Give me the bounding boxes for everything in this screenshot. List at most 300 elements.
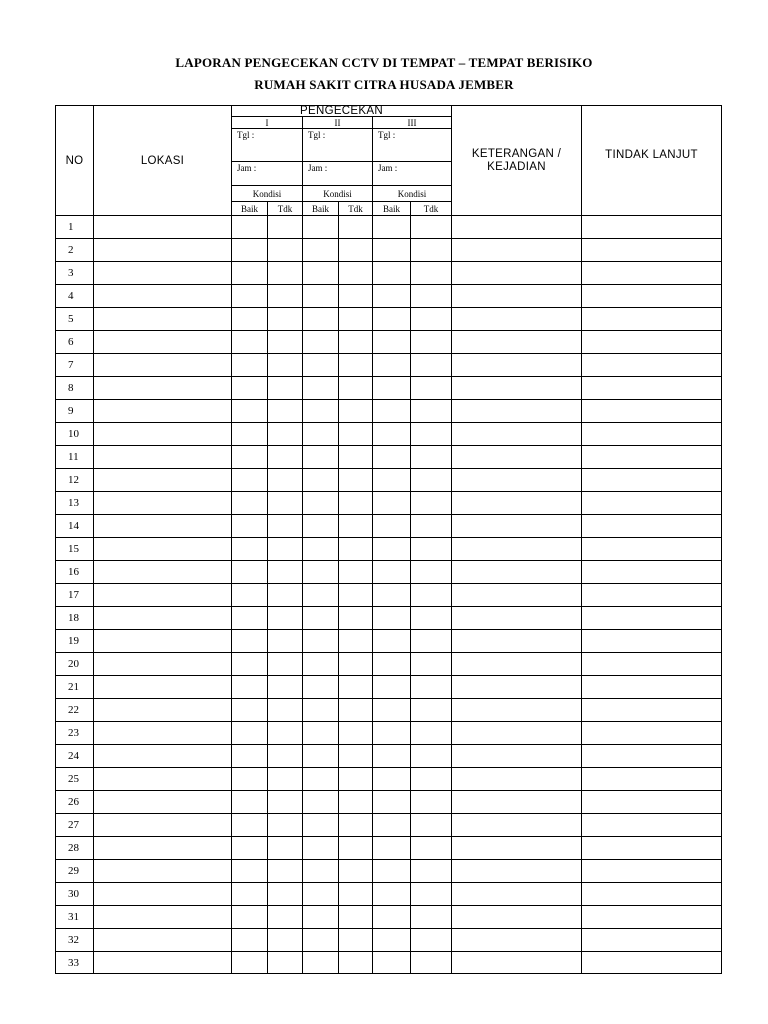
table-cell[interactable] bbox=[338, 629, 372, 652]
table-cell[interactable] bbox=[581, 836, 722, 859]
table-cell[interactable] bbox=[93, 514, 231, 537]
table-cell[interactable] bbox=[302, 744, 338, 767]
table-cell[interactable] bbox=[267, 583, 302, 606]
table-cell[interactable] bbox=[581, 215, 722, 238]
table-cell[interactable] bbox=[231, 767, 267, 790]
table-cell[interactable] bbox=[93, 537, 231, 560]
table-cell[interactable] bbox=[451, 882, 581, 905]
table-cell[interactable] bbox=[451, 445, 581, 468]
table-cell[interactable] bbox=[93, 951, 231, 974]
table-cell[interactable] bbox=[267, 859, 302, 882]
table-cell[interactable] bbox=[93, 859, 231, 882]
table-cell[interactable] bbox=[581, 468, 722, 491]
table-cell[interactable] bbox=[302, 215, 338, 238]
table-cell[interactable] bbox=[267, 652, 302, 675]
table-cell[interactable] bbox=[451, 813, 581, 836]
table-cell[interactable] bbox=[231, 698, 267, 721]
table-cell[interactable] bbox=[231, 422, 267, 445]
table-cell[interactable] bbox=[338, 445, 372, 468]
table-cell[interactable] bbox=[267, 675, 302, 698]
table-cell[interactable] bbox=[372, 307, 410, 330]
table-cell[interactable] bbox=[267, 951, 302, 974]
table-cell[interactable] bbox=[581, 721, 722, 744]
table-cell[interactable] bbox=[302, 330, 338, 353]
table-cell[interactable] bbox=[231, 537, 267, 560]
table-cell[interactable] bbox=[231, 790, 267, 813]
table-cell[interactable] bbox=[410, 422, 451, 445]
table-cell[interactable] bbox=[231, 928, 267, 951]
table-cell[interactable] bbox=[93, 744, 231, 767]
table-cell[interactable] bbox=[338, 537, 372, 560]
table-cell[interactable] bbox=[302, 905, 338, 928]
table-cell[interactable] bbox=[338, 928, 372, 951]
table-cell[interactable] bbox=[372, 261, 410, 284]
table-cell[interactable] bbox=[581, 629, 722, 652]
table-cell[interactable] bbox=[93, 583, 231, 606]
table-cell[interactable] bbox=[267, 928, 302, 951]
table-cell[interactable] bbox=[93, 376, 231, 399]
table-cell[interactable] bbox=[451, 652, 581, 675]
table-cell[interactable] bbox=[267, 399, 302, 422]
table-cell[interactable] bbox=[231, 721, 267, 744]
table-cell[interactable] bbox=[451, 790, 581, 813]
table-cell[interactable] bbox=[93, 307, 231, 330]
table-cell[interactable] bbox=[410, 744, 451, 767]
table-cell[interactable] bbox=[267, 353, 302, 376]
table-cell[interactable] bbox=[581, 514, 722, 537]
table-row bbox=[55, 353, 722, 376]
table-cell[interactable] bbox=[372, 859, 410, 882]
table-cell[interactable] bbox=[451, 905, 581, 928]
table-cell[interactable] bbox=[93, 491, 231, 514]
table-cell[interactable] bbox=[302, 583, 338, 606]
table-cell[interactable] bbox=[267, 491, 302, 514]
table-cell[interactable] bbox=[410, 330, 451, 353]
table-cell[interactable] bbox=[338, 721, 372, 744]
table-cell[interactable] bbox=[372, 928, 410, 951]
table-cell[interactable] bbox=[451, 928, 581, 951]
table-cell[interactable] bbox=[338, 951, 372, 974]
table-cell[interactable] bbox=[410, 399, 451, 422]
table-cell[interactable] bbox=[410, 928, 451, 951]
table-cell[interactable] bbox=[267, 514, 302, 537]
table-cell[interactable] bbox=[338, 284, 372, 307]
table-cell[interactable] bbox=[451, 261, 581, 284]
table-cell[interactable] bbox=[231, 261, 267, 284]
table-cell[interactable] bbox=[267, 284, 302, 307]
table-cell[interactable] bbox=[451, 284, 581, 307]
table-cell[interactable] bbox=[451, 376, 581, 399]
table-cell[interactable] bbox=[93, 353, 231, 376]
table-cell[interactable] bbox=[302, 491, 338, 514]
table-cell[interactable] bbox=[372, 767, 410, 790]
table-cell[interactable] bbox=[302, 284, 338, 307]
table-cell[interactable] bbox=[581, 859, 722, 882]
table-cell[interactable] bbox=[231, 629, 267, 652]
table-cell[interactable] bbox=[231, 652, 267, 675]
table-cell[interactable] bbox=[372, 330, 410, 353]
table-cell[interactable] bbox=[410, 445, 451, 468]
table-cell[interactable] bbox=[451, 514, 581, 537]
table-cell[interactable] bbox=[372, 675, 410, 698]
table-cell[interactable] bbox=[581, 491, 722, 514]
table-cell[interactable] bbox=[338, 560, 372, 583]
table-cell[interactable] bbox=[451, 767, 581, 790]
table-cell[interactable] bbox=[581, 882, 722, 905]
table-cell[interactable] bbox=[451, 606, 581, 629]
table-cell[interactable] bbox=[581, 905, 722, 928]
table-cell[interactable] bbox=[581, 399, 722, 422]
table-cell[interactable] bbox=[338, 905, 372, 928]
table-cell[interactable] bbox=[338, 767, 372, 790]
table-cell[interactable] bbox=[267, 629, 302, 652]
table-cell[interactable] bbox=[338, 606, 372, 629]
table-cell[interactable] bbox=[93, 790, 231, 813]
table-cell[interactable] bbox=[231, 560, 267, 583]
table-cell[interactable] bbox=[581, 652, 722, 675]
table-cell[interactable] bbox=[231, 376, 267, 399]
table-cell[interactable] bbox=[231, 445, 267, 468]
table-cell[interactable] bbox=[410, 261, 451, 284]
table-cell[interactable] bbox=[451, 215, 581, 238]
table-cell[interactable] bbox=[93, 468, 231, 491]
table-cell[interactable] bbox=[581, 928, 722, 951]
table-cell[interactable] bbox=[93, 560, 231, 583]
table-cell[interactable] bbox=[267, 422, 302, 445]
table-cell[interactable] bbox=[302, 353, 338, 376]
table-cell[interactable] bbox=[410, 560, 451, 583]
table-cell[interactable] bbox=[93, 284, 231, 307]
table-cell[interactable] bbox=[410, 514, 451, 537]
table-cell[interactable] bbox=[302, 537, 338, 560]
table-cell[interactable] bbox=[302, 606, 338, 629]
table-cell[interactable] bbox=[338, 330, 372, 353]
table-cell[interactable] bbox=[410, 813, 451, 836]
table-cell[interactable] bbox=[372, 560, 410, 583]
table-cell[interactable] bbox=[231, 491, 267, 514]
table-cell[interactable] bbox=[93, 675, 231, 698]
table-cell[interactable] bbox=[231, 813, 267, 836]
table-cell[interactable] bbox=[267, 790, 302, 813]
table-cell[interactable] bbox=[302, 675, 338, 698]
table-cell[interactable] bbox=[581, 445, 722, 468]
table-cell[interactable] bbox=[302, 859, 338, 882]
table-cell[interactable] bbox=[410, 215, 451, 238]
table-cell[interactable] bbox=[338, 882, 372, 905]
table-cell[interactable] bbox=[451, 698, 581, 721]
table-cell[interactable] bbox=[302, 652, 338, 675]
table-cell[interactable] bbox=[93, 928, 231, 951]
table-cell[interactable] bbox=[302, 951, 338, 974]
table-cell[interactable] bbox=[93, 445, 231, 468]
table-cell[interactable] bbox=[302, 238, 338, 261]
table-cell[interactable] bbox=[410, 767, 451, 790]
table-cell[interactable] bbox=[451, 422, 581, 445]
table-cell[interactable] bbox=[581, 675, 722, 698]
table-cell[interactable] bbox=[338, 215, 372, 238]
table-cell[interactable] bbox=[231, 307, 267, 330]
table-cell[interactable] bbox=[93, 261, 231, 284]
table-cell[interactable] bbox=[338, 675, 372, 698]
table-cell[interactable] bbox=[338, 698, 372, 721]
table-cell[interactable] bbox=[93, 238, 231, 261]
table-cell[interactable] bbox=[231, 215, 267, 238]
table-cell[interactable] bbox=[302, 767, 338, 790]
table-cell[interactable] bbox=[451, 238, 581, 261]
table-cell[interactable] bbox=[338, 790, 372, 813]
table-cell[interactable] bbox=[410, 491, 451, 514]
table-cell[interactable] bbox=[451, 721, 581, 744]
table-cell[interactable] bbox=[267, 813, 302, 836]
table-cell[interactable] bbox=[231, 284, 267, 307]
table-cell[interactable] bbox=[372, 951, 410, 974]
table-cell[interactable] bbox=[93, 721, 231, 744]
table-cell[interactable] bbox=[302, 399, 338, 422]
table-cell[interactable] bbox=[231, 353, 267, 376]
table-cell[interactable] bbox=[338, 652, 372, 675]
table-cell[interactable] bbox=[267, 905, 302, 928]
table-cell[interactable] bbox=[231, 675, 267, 698]
table-cell[interactable] bbox=[410, 606, 451, 629]
table-cell[interactable] bbox=[372, 353, 410, 376]
row-number: 10 bbox=[55, 422, 93, 445]
table-cell[interactable] bbox=[410, 537, 451, 560]
table-cell[interactable] bbox=[372, 376, 410, 399]
table-cell[interactable] bbox=[267, 698, 302, 721]
table-cell[interactable] bbox=[372, 468, 410, 491]
table-cell[interactable] bbox=[338, 836, 372, 859]
table-cell[interactable] bbox=[93, 652, 231, 675]
table-cell[interactable] bbox=[93, 698, 231, 721]
table-cell[interactable] bbox=[267, 468, 302, 491]
table-cell[interactable] bbox=[410, 882, 451, 905]
table-cell[interactable] bbox=[231, 951, 267, 974]
table-cell[interactable] bbox=[302, 422, 338, 445]
table-cell[interactable] bbox=[372, 514, 410, 537]
table-cell[interactable] bbox=[338, 468, 372, 491]
table-cell[interactable] bbox=[581, 376, 722, 399]
table-cell[interactable] bbox=[372, 836, 410, 859]
table-cell[interactable] bbox=[372, 790, 410, 813]
table-cell[interactable] bbox=[451, 859, 581, 882]
table-cell[interactable] bbox=[338, 261, 372, 284]
table-cell[interactable] bbox=[410, 905, 451, 928]
table-cell[interactable] bbox=[338, 353, 372, 376]
table-cell[interactable] bbox=[581, 261, 722, 284]
table-cell[interactable] bbox=[581, 353, 722, 376]
table-cell[interactable] bbox=[302, 790, 338, 813]
table-cell[interactable] bbox=[338, 399, 372, 422]
table-cell[interactable] bbox=[410, 353, 451, 376]
table-cell[interactable] bbox=[302, 629, 338, 652]
table-cell[interactable] bbox=[267, 882, 302, 905]
table-cell[interactable] bbox=[231, 859, 267, 882]
table-cell[interactable] bbox=[410, 859, 451, 882]
table-cell[interactable] bbox=[451, 560, 581, 583]
table-cell[interactable] bbox=[581, 790, 722, 813]
table-cell[interactable] bbox=[93, 767, 231, 790]
table-cell[interactable] bbox=[302, 261, 338, 284]
table-cell[interactable] bbox=[581, 744, 722, 767]
table-cell[interactable] bbox=[581, 951, 722, 974]
table-cell[interactable] bbox=[338, 514, 372, 537]
table-cell[interactable] bbox=[338, 376, 372, 399]
table-cell[interactable] bbox=[372, 629, 410, 652]
table-cell[interactable] bbox=[372, 422, 410, 445]
table-cell[interactable] bbox=[451, 468, 581, 491]
table-cell[interactable] bbox=[267, 767, 302, 790]
table-cell[interactable] bbox=[372, 652, 410, 675]
table-cell[interactable] bbox=[231, 836, 267, 859]
table-cell[interactable] bbox=[410, 629, 451, 652]
table-cell[interactable] bbox=[451, 951, 581, 974]
table-cell[interactable] bbox=[338, 744, 372, 767]
table-cell[interactable] bbox=[231, 468, 267, 491]
table-cell[interactable] bbox=[451, 353, 581, 376]
table-cell[interactable] bbox=[451, 675, 581, 698]
table-cell[interactable] bbox=[231, 238, 267, 261]
table-cell[interactable] bbox=[93, 629, 231, 652]
table-cell[interactable] bbox=[372, 721, 410, 744]
table-cell[interactable] bbox=[231, 399, 267, 422]
table-cell[interactable] bbox=[372, 284, 410, 307]
table-cell[interactable] bbox=[372, 238, 410, 261]
table-cell[interactable] bbox=[451, 491, 581, 514]
table-cell[interactable] bbox=[231, 882, 267, 905]
table-cell[interactable] bbox=[581, 698, 722, 721]
table-cell[interactable] bbox=[581, 284, 722, 307]
table-cell[interactable] bbox=[581, 583, 722, 606]
table-cell[interactable] bbox=[93, 330, 231, 353]
table-cell[interactable] bbox=[231, 514, 267, 537]
table-cell[interactable] bbox=[581, 330, 722, 353]
table-cell[interactable] bbox=[372, 882, 410, 905]
table-cell[interactable] bbox=[410, 721, 451, 744]
table-cell[interactable] bbox=[581, 238, 722, 261]
table-cell[interactable] bbox=[581, 307, 722, 330]
table-cell[interactable] bbox=[302, 698, 338, 721]
table-cell[interactable] bbox=[267, 307, 302, 330]
table-cell[interactable] bbox=[338, 422, 372, 445]
table-cell[interactable] bbox=[372, 583, 410, 606]
table-cell[interactable] bbox=[267, 537, 302, 560]
table-cell[interactable] bbox=[93, 422, 231, 445]
table-cell[interactable] bbox=[338, 859, 372, 882]
table-cell[interactable] bbox=[267, 215, 302, 238]
table-cell[interactable] bbox=[231, 583, 267, 606]
table-cell[interactable] bbox=[581, 767, 722, 790]
table-cell[interactable] bbox=[267, 261, 302, 284]
table-cell[interactable] bbox=[372, 491, 410, 514]
header-lokasi: LOKASI bbox=[93, 105, 231, 215]
table-cell[interactable] bbox=[372, 537, 410, 560]
table-cell[interactable] bbox=[581, 537, 722, 560]
table-cell[interactable] bbox=[581, 813, 722, 836]
table-cell[interactable] bbox=[267, 238, 302, 261]
table-cell[interactable] bbox=[267, 606, 302, 629]
table-cell[interactable] bbox=[93, 882, 231, 905]
table-cell[interactable] bbox=[581, 606, 722, 629]
table-cell[interactable] bbox=[581, 560, 722, 583]
table-cell[interactable] bbox=[338, 307, 372, 330]
table-cell[interactable] bbox=[231, 905, 267, 928]
table-cell[interactable] bbox=[410, 583, 451, 606]
table-cell[interactable] bbox=[267, 376, 302, 399]
table-cell[interactable] bbox=[410, 238, 451, 261]
table-cell[interactable] bbox=[451, 836, 581, 859]
table-cell[interactable] bbox=[338, 813, 372, 836]
table-cell[interactable] bbox=[338, 491, 372, 514]
table-cell[interactable] bbox=[410, 652, 451, 675]
table-cell[interactable] bbox=[267, 836, 302, 859]
table-cell[interactable] bbox=[372, 606, 410, 629]
table-cell[interactable] bbox=[451, 583, 581, 606]
table-cell[interactable] bbox=[410, 284, 451, 307]
table-cell[interactable] bbox=[93, 399, 231, 422]
table-cell[interactable] bbox=[410, 698, 451, 721]
table-cell[interactable] bbox=[581, 422, 722, 445]
table-cell[interactable] bbox=[451, 744, 581, 767]
table-cell[interactable] bbox=[93, 606, 231, 629]
table-cell[interactable] bbox=[302, 468, 338, 491]
table-cell[interactable] bbox=[410, 307, 451, 330]
table-cell[interactable] bbox=[267, 560, 302, 583]
table-cell[interactable] bbox=[410, 836, 451, 859]
table-cell[interactable] bbox=[93, 836, 231, 859]
table-cell[interactable] bbox=[231, 330, 267, 353]
table-cell[interactable] bbox=[451, 629, 581, 652]
table-cell[interactable] bbox=[451, 330, 581, 353]
table-cell[interactable] bbox=[338, 238, 372, 261]
table-cell[interactable] bbox=[267, 744, 302, 767]
table-cell[interactable] bbox=[93, 215, 231, 238]
table-cell[interactable] bbox=[372, 215, 410, 238]
table-cell[interactable] bbox=[372, 445, 410, 468]
table-cell[interactable] bbox=[302, 836, 338, 859]
table-cell[interactable] bbox=[302, 307, 338, 330]
table-cell[interactable] bbox=[451, 399, 581, 422]
table-cell[interactable] bbox=[372, 399, 410, 422]
table-cell[interactable] bbox=[302, 514, 338, 537]
table-cell[interactable] bbox=[302, 560, 338, 583]
table-cell[interactable] bbox=[410, 790, 451, 813]
table-cell[interactable] bbox=[302, 928, 338, 951]
table-cell[interactable] bbox=[302, 721, 338, 744]
table-cell[interactable] bbox=[410, 468, 451, 491]
table-cell[interactable] bbox=[410, 376, 451, 399]
table-cell[interactable] bbox=[451, 537, 581, 560]
table-cell[interactable] bbox=[231, 606, 267, 629]
table-cell[interactable] bbox=[410, 951, 451, 974]
table-cell[interactable] bbox=[267, 445, 302, 468]
table-cell[interactable] bbox=[231, 744, 267, 767]
table-cell[interactable] bbox=[302, 445, 338, 468]
table-cell[interactable] bbox=[451, 307, 581, 330]
table-cell[interactable] bbox=[93, 905, 231, 928]
table-cell[interactable] bbox=[302, 376, 338, 399]
table-cell[interactable] bbox=[372, 813, 410, 836]
table-cell[interactable] bbox=[410, 675, 451, 698]
table-cell[interactable] bbox=[302, 882, 338, 905]
table-cell[interactable] bbox=[267, 330, 302, 353]
table-cell[interactable] bbox=[372, 905, 410, 928]
table-cell[interactable] bbox=[372, 744, 410, 767]
table-cell[interactable] bbox=[93, 813, 231, 836]
table-cell[interactable] bbox=[338, 583, 372, 606]
table-cell[interactable] bbox=[267, 721, 302, 744]
table-cell[interactable] bbox=[302, 813, 338, 836]
table-cell[interactable] bbox=[372, 698, 410, 721]
